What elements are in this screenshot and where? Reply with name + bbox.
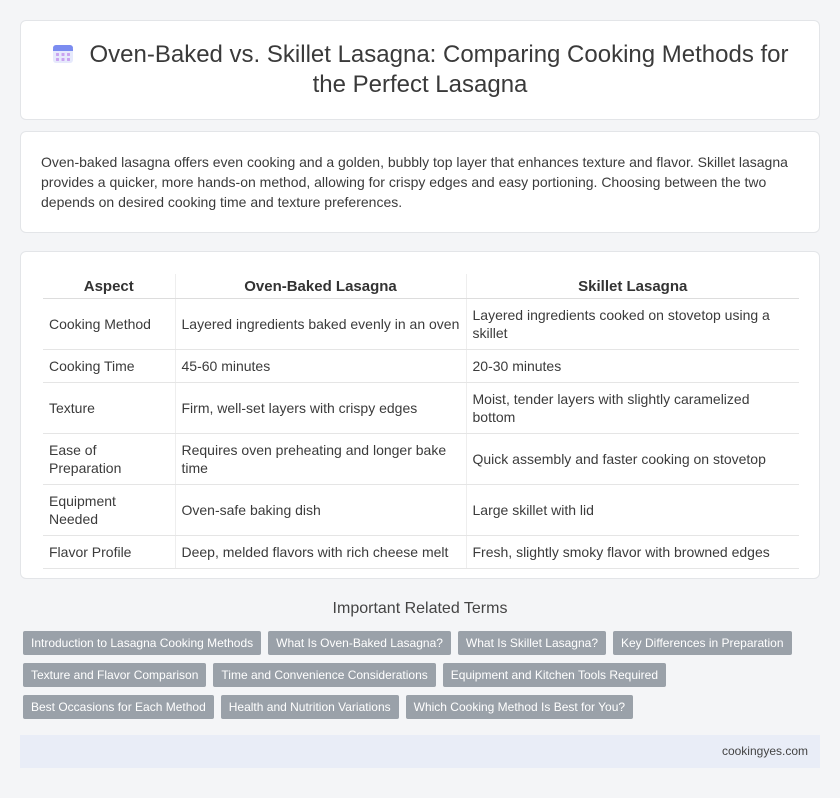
table-row	[43, 485, 799, 536]
header-aspect: Aspect	[43, 274, 175, 299]
comparison-table-card	[20, 251, 820, 579]
calendar-icon	[51, 41, 75, 65]
table-cell: Requires oven preheating and longer bake time	[175, 434, 466, 485]
related-tag[interactable]: Best Occasions for Each Method	[23, 695, 214, 719]
table-cell: Deep, melded flavors with rich cheese melt	[175, 536, 466, 569]
page-title-wrap	[51, 40, 789, 100]
summary-text: Oven-baked lasagna offers even cooking and a golden, bubbly top layer that enhances texture and flavor. Skillet lasagna provides a quicker, more hands-on method, allowing for crispy edges and easy portioning. Choosing between the two depends on desired cooking time and texture preferences.	[41, 154, 788, 210]
table-cell: Ease of Preparation	[43, 434, 175, 485]
related-tag[interactable]: Introduction to Lasagna Cooking Methods	[23, 631, 261, 655]
table-cell: Fresh, slightly smoky flavor with browned edges	[466, 536, 799, 569]
table-cell: Oven-safe baking dish	[175, 485, 466, 536]
related-tag[interactable]: What Is Skillet Lasagna?	[458, 631, 606, 655]
table-cell: Moist, tender layers with slightly caramelized bottom	[466, 383, 799, 434]
table-cell: Flavor Profile	[43, 536, 175, 569]
table-row	[43, 536, 799, 569]
table-cell: Large skillet with lid	[466, 485, 799, 536]
table-cell: Quick assembly and faster cooking on stovetop	[466, 434, 799, 485]
table-cell: 20-30 minutes	[466, 350, 799, 383]
table-cell: Equipment Needed	[43, 485, 175, 536]
footer	[20, 735, 820, 768]
table-cell: Texture	[43, 383, 175, 434]
related-tag[interactable]: Key Differences in Preparation	[613, 631, 792, 655]
table-cell: Cooking Method	[43, 299, 175, 350]
page-title: Oven-Baked vs. Skillet Lasagna: Comparing Cooking Methods for the Perfect Lasagna	[89, 41, 789, 98]
related-tag[interactable]: Health and Nutrition Variations	[221, 695, 399, 719]
table-row	[43, 434, 799, 485]
related-tag[interactable]: Equipment and Kitchen Tools Required	[443, 663, 666, 687]
related-terms-tags	[23, 631, 823, 719]
title-card	[20, 20, 820, 120]
table-row	[43, 350, 799, 383]
related-tag[interactable]: Time and Convenience Considerations	[213, 663, 435, 687]
table-cell: Cooking Time	[43, 350, 175, 383]
header-skillet: Skillet Lasagna	[466, 274, 799, 299]
related-terms-title: Important Related Terms	[332, 600, 508, 617]
related-tag[interactable]: What Is Oven-Baked Lasagna?	[268, 631, 451, 655]
summary-card	[20, 131, 820, 233]
footer-site-link[interactable]: cookingyes.com	[721, 744, 808, 758]
table-row	[43, 299, 799, 350]
table-cell: Layered ingredients baked evenly in an oven	[175, 299, 466, 350]
table-cell: Firm, well-set layers with crispy edges	[175, 383, 466, 434]
table-cell: Layered ingredients cooked on stovetop using a skillet	[466, 299, 799, 350]
table-header-row	[43, 274, 799, 299]
table-cell: 45-60 minutes	[175, 350, 466, 383]
table-row	[43, 383, 799, 434]
related-tag[interactable]: Texture and Flavor Comparison	[23, 663, 206, 687]
related-tag[interactable]: Which Cooking Method Is Best for You?	[406, 695, 633, 719]
header-oven-baked: Oven-Baked Lasagna	[175, 274, 466, 299]
comparison-table	[43, 274, 799, 569]
